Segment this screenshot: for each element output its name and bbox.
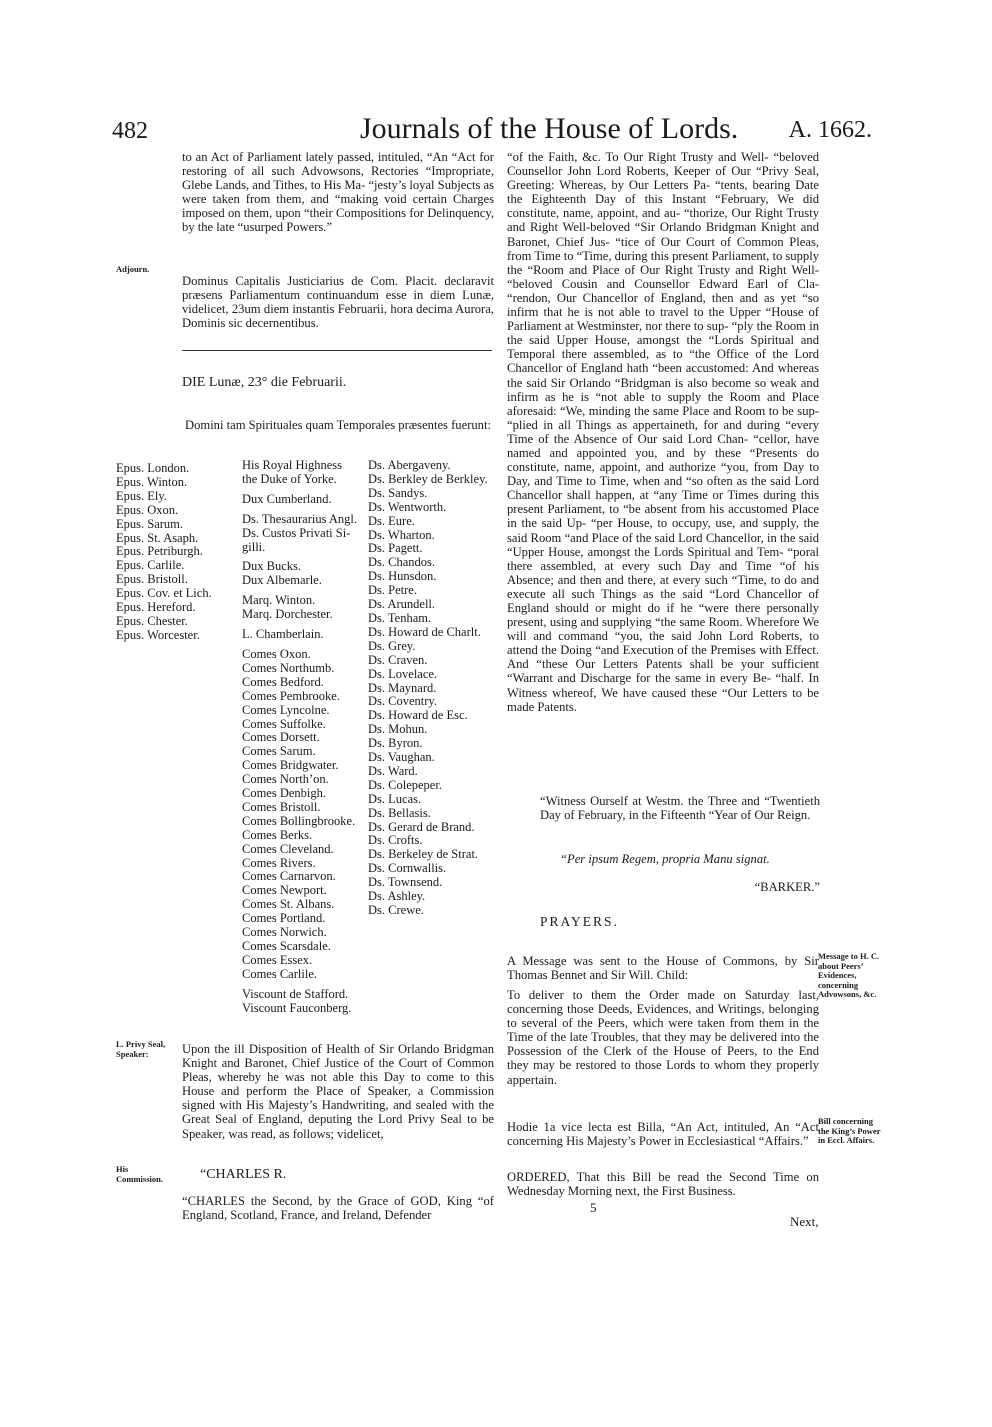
commission-opening: “CHARLES the Second, by the Grace of GOD, King “of England, Scotland, France, and Ireland, Defender: [182, 1194, 494, 1223]
lord-entry: Comes Essex.: [242, 952, 313, 967]
barons-list: [368, 459, 498, 918]
bishop-entry: Epus. St. Asaph.: [116, 530, 199, 545]
lord-entry: Comes Carnarvon.: [242, 869, 336, 884]
lord-entry: Comes Bridgwater.: [242, 758, 339, 773]
baron-entry: Ds. Grey.: [368, 638, 416, 653]
privy-seal-paragraph: Upon the ill Disposition of Health of Sir Orlando Bridgman Knight and Baronet, Chief Justice of the Court of Common Pleas, whereby he was not able this Day to come to this House and perform the Place of Speaker, a Commission signed with His Majesty’s Handwriting, and sealed with the Great Seal of England, deputing the Lord Privy Seal to be Speaker, was read, as follows; videlicet,: [182, 1042, 494, 1141]
present-heading: Domini tam Spirituales quam Temporales præsentes fuerunt:: [185, 418, 491, 432]
catchword: Next,: [790, 1214, 819, 1229]
lord-entry: Comes Oxon.: [242, 646, 311, 661]
commission-margin-note: His Commission.: [116, 1164, 163, 1184]
message-margin-note: Message to H. C. about Peers’ Evidences, concerning Advowsons, &c.: [818, 951, 880, 999]
page-year: A. 1662.: [788, 117, 872, 143]
lord-entry: the Duke of Yorke.: [242, 471, 337, 486]
lord-entry: Comes Newport.: [242, 883, 327, 898]
lord-entry: Comes Dorsett.: [242, 730, 320, 745]
baron-entry: Ds. Gerard de Brand.: [368, 819, 475, 834]
baron-entry: Ds. Berkley de Berkley.: [368, 471, 488, 486]
bishop-entry: Epus. Ely.: [116, 488, 167, 503]
lord-entry: Ds. Custos Privati Si-: [242, 525, 351, 540]
witness-paragraph: “Witness Ourself at Westm. the Three and “Twentieth Day of February, in the Fifteenth “Year of Our Reign.: [540, 794, 820, 823]
lord-entry: Comes North’on.: [242, 772, 329, 787]
charles-heading: “CHARLES R.: [200, 1167, 287, 1182]
bill-paragraph: Hodie 1a vice lecta est Billa, “An Act, intituled, An “Act concerning His Majesty’s Power in Ecclesiastical “Affairs.”: [507, 1120, 819, 1149]
adjourn-margin-note: Adjourn.: [116, 264, 150, 274]
lord-entry: His Royal Highness: [242, 458, 342, 472]
baron-entry: Ds. Coventry.: [368, 694, 437, 709]
per-ipsum-line: “Per ipsum Regem, propria Manu signat.: [560, 852, 770, 866]
baron-entry: Ds. Mohun.: [368, 722, 428, 737]
baron-entry: Ds. Townsend.: [368, 875, 443, 890]
baron-entry: Ds. Ward.: [368, 763, 418, 778]
baron-entry: Ds. Colepeper.: [368, 777, 442, 792]
baron-entry: Ds. Tenham.: [368, 610, 432, 625]
lord-entry: Comes Pembrooke.: [242, 688, 340, 703]
baron-entry: Ds. Lovelace.: [368, 666, 438, 681]
lord-entry: Comes Norwich.: [242, 925, 327, 940]
baron-entry: Ds. Sandys.: [368, 485, 428, 500]
lord-entry: Comes Denbigh.: [242, 786, 327, 801]
bishop-entry: Epus. Petriburgh.: [116, 544, 203, 559]
baron-entry: Ds. Crewe.: [368, 903, 424, 917]
bishop-entry: Epus. Chester.: [116, 613, 188, 628]
baron-entry: Ds. Abergaveny.: [368, 458, 451, 472]
intro-paragraph: to an Act of Parliament lately passed, intituled, “An “Act for restoring of all such Advowsons, Rectories “Impropriate, Glebe Lands, and Tithes, to His Ma- “jesty’s loyal Subjects as were taken from them, and “making void certain Charges imposed on them, upon “their Compositions for Delinquency, by the late “usurped Powers.”: [182, 150, 495, 235]
bishop-entry: Epus. Worcester.: [116, 627, 200, 642]
lord-entry: L. Chamberlain.: [242, 627, 324, 642]
baron-entry: Ds. Eure.: [368, 513, 415, 528]
prayers-heading: PRAYERS.: [540, 914, 619, 929]
ordered-paragraph: ORDERED, That this Bill be read the Second Time on Wednesday Morning next, the First Business.: [507, 1170, 819, 1199]
bishop-entry: Epus. Winton.: [116, 474, 188, 489]
baron-entry: Ds. Vaughan.: [368, 750, 435, 765]
section-divider: [182, 350, 492, 351]
baron-entry: Ds. Byron.: [368, 736, 423, 751]
lord-entry: Viscount de Stafford.: [242, 986, 349, 1001]
bishop-entry: Epus. Oxon.: [116, 502, 179, 517]
bishop-entry: Epus. Hereford.: [116, 600, 196, 615]
baron-entry: Ds. Howard de Charlt.: [368, 624, 481, 639]
baron-entry: Ds. Crofts.: [368, 833, 423, 848]
deliver-paragraph: To deliver to them the Order made on Saturday last, concerning those Deeds, Evidences, and Writings, belonging to several of the Peers, which were taken from them in the Time of the late Troubles, that they may be delivered into the Possession of the Clerk of the House of Peers, to the End they may be restored to those Lords to whom they properly appertain.: [507, 988, 819, 1087]
baron-entry: Ds. Cornwallis.: [368, 861, 447, 876]
baron-entry: Ds. Bellasis.: [368, 805, 431, 820]
bill-margin-note: Bill concerning the King’s Power in Eccl. Affairs.: [818, 1116, 881, 1145]
lord-entry: Dux Cumberland.: [242, 491, 332, 506]
baron-entry: Ds. Lucas.: [368, 791, 422, 806]
bishop-entry: Epus. Bristoll.: [116, 572, 188, 587]
lord-entry: Viscount Fauconberg.: [242, 1000, 352, 1015]
barker-signature: “BARKER.”: [754, 880, 820, 894]
lord-entry: Comes Berks.: [242, 827, 313, 842]
baron-entry: Ds. Chandos.: [368, 555, 436, 570]
lord-entry: Comes Northumb.: [242, 660, 335, 675]
page-title: Journals of the House of Lords.: [360, 112, 739, 145]
lord-entry: Comes Suffolke.: [242, 716, 326, 731]
lord-entry: Comes Rivers.: [242, 855, 316, 870]
lord-entry: Comes Portland.: [242, 911, 326, 926]
lord-entry: Ds. Thesaurarius Angl.: [242, 511, 358, 526]
baron-entry: Ds. Ashley.: [368, 889, 426, 904]
baron-entry: Ds. Howard de Esc.: [368, 708, 468, 723]
baron-entry: Ds. Craven.: [368, 652, 428, 667]
message-paragraph: A Message was sent to the House of Commons, by Sir Thomas Bennet and Sir Will. Child:: [507, 954, 819, 983]
baron-entry: Ds. Hunsdon.: [368, 569, 437, 584]
baron-entry: Ds. Wharton.: [368, 527, 435, 542]
lord-entry: Comes Bedford.: [242, 674, 324, 689]
signature-mark: 5: [590, 1200, 597, 1215]
baron-entry: Ds. Pagett.: [368, 541, 423, 556]
baron-entry: Ds. Arundell.: [368, 597, 436, 612]
bishops-list: [116, 462, 212, 643]
temporal-lords-list: [242, 459, 367, 1016]
lord-entry: Comes Bristoll.: [242, 799, 321, 814]
lord-entry: Comes Bollingbrooke.: [242, 813, 356, 828]
lord-entry: Dux Albemarle.: [242, 573, 322, 588]
bishop-entry: Epus. Carlile.: [116, 558, 185, 573]
lord-entry: Comes Lyncolne.: [242, 702, 330, 717]
adjourn-paragraph: Dominus Capitalis Justiciarius de Com. Placit. declaravit præsens Parliamentum continuandum esse in diem Lunæ, videlicet, 23um diem instantis Februarii, hora decima Aurora, Dominis sic decernentibus.: [182, 274, 494, 331]
baron-entry: Ds. Maynard.: [368, 680, 437, 695]
lord-entry: Comes Carlile.: [242, 966, 317, 981]
bishop-entry: Epus. Sarum.: [116, 516, 184, 531]
bishop-entry: Epus. London.: [116, 461, 190, 475]
lord-entry: Comes Scarsdale.: [242, 939, 331, 953]
baron-entry: Ds. Petre.: [368, 583, 417, 598]
date-heading: DIE Lunæ, 23° die Februarii.: [182, 375, 347, 390]
lord-entry: Dux Bucks.: [242, 559, 302, 574]
bishop-entry: Epus. Cov. et Lich.: [116, 586, 212, 601]
baron-entry: Ds. Berkeley de Strat.: [368, 847, 479, 862]
commission-text: “of the Faith, &c. To Our Right Trusty and Well- “beloved Counsellor John Lord Roberts, Keeper of Our “Privy Seal, Greeting: Whereas, by Our Letters Pa- “tents, bearing Date the Eighteenth Day of this Instant “February, We did constitute, name, appoint, and au- “thorize, Our Right Trusty and Right Well-beloved “Sir Orlando Bridgman Knight and Baronet, Chief Jus- “tice of Our Court of Common Pleas, from Time to “Time, during this present Parliament, to supply the “Room and Place of Our Right Trusty and Right Well- “beloved Cousin and Counsellor Edward Earl of Cla- “rendon, Our Chancellor of England, then and as yet “so infirm that he is not able to travel to the Upper “House of Parliament at Westminster, nor there to sup- “ply the Room in the said Upper House, amongst the “Lords Spiritual and Temporal there assembled, as to “the Office of the Lord Chancellor of England hath “been accustomed: And whereas the said Sir Orlando “Bridgman is also become so weak and infirm as he is “not able to supply the Room and Place aforesaid: “We, minding the same Place and Room to be sup- “plied in all Things as appertaineth, for and during “every Time of the Absence of Our said Lord Chan- “cellor, have named and appointed you, and by these “Presents do constitute, name, appoint, and authorize “you, from Day to Day, and Time to Time, when and “so often as the said Lord Chancellor shall happen, at “any Time or Times during this present Parliament, to “be absent from his accustomed Place in the said Up- “per House, to occupy, use, and supply, the said Room “and Place of the said Lord Chancellor, in the said “Upper House, amongst the Lords Spiritual and Tem- “poral there assembled, at every such Day and Time “of his Absence; and then and there, at every such “Time, to do and execute all such Things as the said “Lord Chancellor of England should or might do if he “were there personally present, using and supplying “the same Room. Wherefore We will and command “you, the said John Lord Roberts, to attend the Doing “and Execution of the Premises with Effect. And “these Our Letters Patents shall be your sufficient “Warrant and Discharge for the same in every Be- “half. In Witness whereof, We have caused these “Our Letters to be made Patents.: [507, 150, 819, 714]
lord-entry: Comes Cleveland.: [242, 841, 334, 856]
baron-entry: Ds. Wentworth.: [368, 499, 447, 514]
lord-entry: Comes Sarum.: [242, 744, 316, 759]
lord-entry: Marq. Dorchester.: [242, 607, 333, 622]
privy-seal-margin-note: L. Privy Seal, Speaker:: [116, 1039, 166, 1059]
page-number: 482: [112, 118, 148, 144]
lord-entry: Comes St. Albans.: [242, 897, 335, 912]
lord-entry: gilli.: [242, 539, 266, 554]
lord-entry: Marq. Winton.: [242, 593, 316, 608]
